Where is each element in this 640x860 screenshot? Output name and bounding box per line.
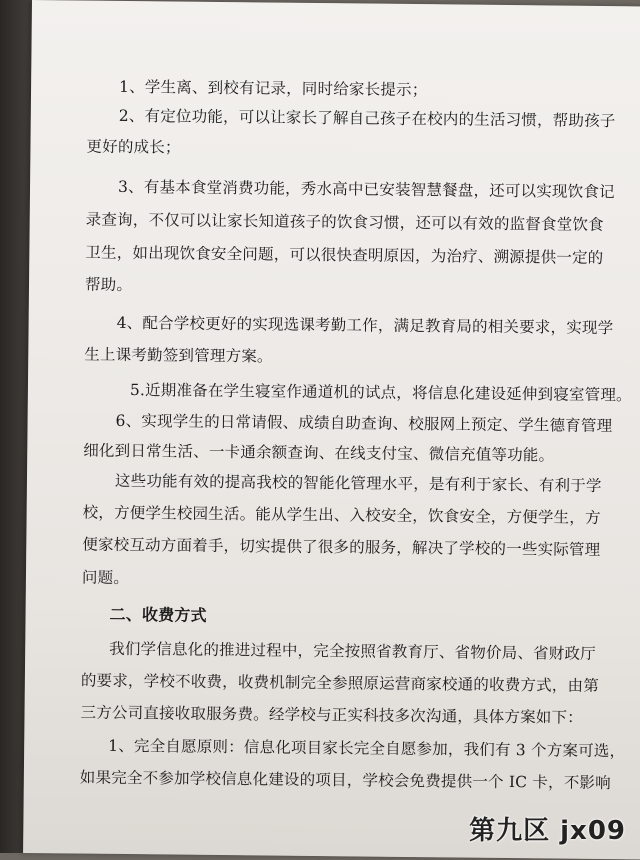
paper-sheet [23, 0, 640, 860]
watermark-logo: 第九区 jx09 [469, 816, 626, 846]
text-line: 卫生，如出现饮食安全问题，可以很快查明原因，为治疗、溯源提供一定的 [85, 243, 604, 267]
text-line: 2、有定位功能，可以让家长了解自己孩子在校内的生活习惯，帮助孩子 [118, 106, 616, 131]
text-line: 校，方便学生校园生活。能从学生出、入校安全，饮食安全，方便学生，方 [82, 503, 601, 527]
text-line: 细化到日常生活、一卡通余额查询、在线支付宝、微信充值等功能。 [83, 441, 555, 465]
text-line: 5.近期准备在学生寝室作通道机的试点，将信息化建设延伸到寝室管理。 [129, 381, 632, 405]
text-line: 6、实现学生的日常请假、成绩自助查询、校服网上预定、学生德育管理 [115, 411, 613, 436]
text-line: 1、学生离、到校有记录，同时给家长提示； [119, 77, 428, 100]
text-line: 更好的成长； [86, 137, 181, 157]
text-line: 问题。 [81, 568, 130, 588]
text-line: 帮助。 [84, 275, 133, 295]
text-line: 如果完全不参加学校信息化建设的项目，学校会免费提供一个 IC 卡，不影响 [79, 768, 611, 793]
text-line: 4、配合学校更好的实现选课考勤工作，满足教育局的相关要求，实现学 [116, 313, 614, 338]
text-line: 这些功能有效的提高我校的智能化管理水平，是有利于家长、有利于学 [114, 471, 602, 495]
text-line: 的要求，学校不收费，收费机制完全参照原运营商家校通的收费方式，由第 [80, 671, 600, 695]
text-line: 生上课考勤签到管理方案。 [84, 345, 273, 366]
text-line: 录查询，不仅可以让家长知道孩子的饮食习惯，还可以有效的监督食堂饮食 [85, 210, 604, 234]
section-heading: 二、收费方式 [109, 604, 207, 625]
text-line: 便家校互动方面着手，切实提供了很多的服务，解决了学校的一些实际管理 [82, 535, 601, 559]
text-line: 3、有基本食堂消费功能，秀水高中已安装智慧餐盘，还可以实现饮食记 [117, 177, 615, 202]
text-line: 我们学信息化的推进过程中，完全按照省教育厅、省物价局、省财政厅 [109, 639, 596, 663]
document-body [23, 0, 640, 860]
text-line: 三方公司直接收取服务费。经学校与正实科技多次沟通，具体方案如下： [80, 703, 584, 727]
text-line: 1、完全自愿原则：信息化项目家长完全自愿参加，我们有 3 个方案可选， [108, 736, 626, 761]
